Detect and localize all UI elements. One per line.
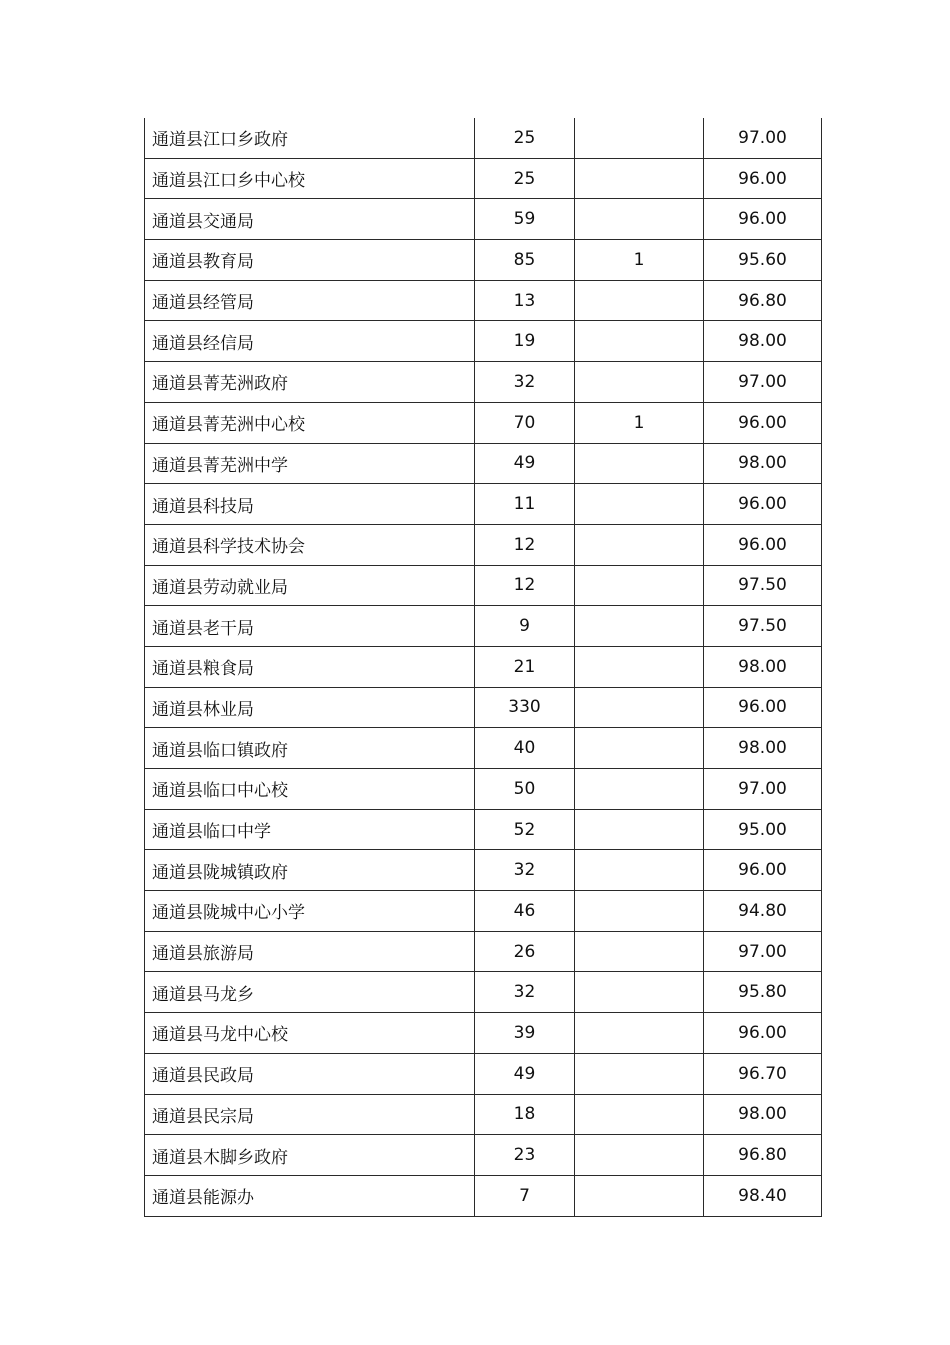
count-cell: 23 <box>475 1135 575 1176</box>
unit-name-cell: 通道县民政局 <box>145 1053 475 1094</box>
table-row <box>145 199 822 240</box>
unit-name-cell: 通道县民宗局 <box>145 1094 475 1135</box>
score-cell: 98.00 <box>704 321 822 362</box>
extra-cell <box>575 1013 704 1054</box>
score-cell: 98.00 <box>704 443 822 484</box>
unit-name-cell: 通道县粮食局 <box>145 646 475 687</box>
unit-name-cell: 通道县旅游局 <box>145 931 475 972</box>
count-cell: 25 <box>475 118 575 158</box>
score-cell: 97.00 <box>704 362 822 403</box>
table-row <box>145 565 822 606</box>
count-cell: 85 <box>475 240 575 281</box>
table-row <box>145 362 822 403</box>
table-row <box>145 524 822 565</box>
score-cell: 98.00 <box>704 728 822 769</box>
count-cell: 46 <box>475 891 575 932</box>
extra-cell <box>575 769 704 810</box>
extra-cell <box>575 687 704 728</box>
table-row <box>145 240 822 281</box>
score-cell: 96.00 <box>704 199 822 240</box>
unit-name-cell: 通道县马龙乡 <box>145 972 475 1013</box>
count-cell: 49 <box>475 443 575 484</box>
extra-cell <box>575 1175 704 1216</box>
unit-name-cell: 通道县菁芜洲政府 <box>145 362 475 403</box>
table-row <box>145 972 822 1013</box>
unit-name-cell: 通道县菁芜洲中学 <box>145 443 475 484</box>
score-cell: 96.00 <box>704 687 822 728</box>
table-row <box>145 443 822 484</box>
unit-name-cell: 通道县经管局 <box>145 280 475 321</box>
extra-cell <box>575 199 704 240</box>
extra-cell <box>575 972 704 1013</box>
score-cell: 96.80 <box>704 1135 822 1176</box>
extra-cell <box>575 891 704 932</box>
extra-cell <box>575 524 704 565</box>
table-row <box>145 687 822 728</box>
score-cell: 96.00 <box>704 850 822 891</box>
extra-cell <box>575 850 704 891</box>
count-cell: 26 <box>475 931 575 972</box>
extra-cell <box>575 606 704 647</box>
table-row <box>145 402 822 443</box>
extra-cell <box>575 1094 704 1135</box>
table-row <box>145 809 822 850</box>
score-cell: 96.00 <box>704 524 822 565</box>
table-row <box>145 891 822 932</box>
score-cell: 94.80 <box>704 891 822 932</box>
score-cell: 96.00 <box>704 484 822 525</box>
extra-cell <box>575 443 704 484</box>
table-row <box>145 850 822 891</box>
table-row <box>145 606 822 647</box>
unit-name-cell: 通道县科学技术协会 <box>145 524 475 565</box>
extra-cell <box>575 484 704 525</box>
unit-name-cell: 通道县木脚乡政府 <box>145 1135 475 1176</box>
score-cell: 97.50 <box>704 606 822 647</box>
extra-cell <box>575 1135 704 1176</box>
extra-cell <box>575 321 704 362</box>
unit-name-cell: 通道县劳动就业局 <box>145 565 475 606</box>
table-row <box>145 1175 822 1216</box>
score-cell: 98.00 <box>704 1094 822 1135</box>
table-row <box>145 484 822 525</box>
table-row <box>145 1013 822 1054</box>
table-row <box>145 321 822 362</box>
count-cell: 12 <box>475 565 575 606</box>
unit-name-cell: 通道县陇城中心小学 <box>145 891 475 932</box>
table-row <box>145 728 822 769</box>
unit-name-cell: 通道县能源办 <box>145 1175 475 1216</box>
count-cell: 39 <box>475 1013 575 1054</box>
count-cell: 50 <box>475 769 575 810</box>
score-cell: 96.00 <box>704 1013 822 1054</box>
score-cell: 96.00 <box>704 158 822 199</box>
score-cell: 96.80 <box>704 280 822 321</box>
data-table <box>144 118 822 1217</box>
count-cell: 59 <box>475 199 575 240</box>
count-cell: 49 <box>475 1053 575 1094</box>
unit-name-cell: 通道县教育局 <box>145 240 475 281</box>
unit-name-cell: 通道县临口中心校 <box>145 769 475 810</box>
unit-name-cell: 通道县马龙中心校 <box>145 1013 475 1054</box>
score-cell: 98.00 <box>704 646 822 687</box>
count-cell: 52 <box>475 809 575 850</box>
unit-name-cell: 通道县陇城镇政府 <box>145 850 475 891</box>
table-body <box>145 118 822 1216</box>
extra-cell <box>575 728 704 769</box>
unit-name-cell: 通道县林业局 <box>145 687 475 728</box>
extra-cell <box>575 1053 704 1094</box>
table-row <box>145 646 822 687</box>
table-row <box>145 1053 822 1094</box>
score-cell: 97.00 <box>704 118 822 158</box>
extra-cell <box>575 931 704 972</box>
table-row <box>145 931 822 972</box>
unit-name-cell: 通道县江口乡中心校 <box>145 158 475 199</box>
score-cell: 98.40 <box>704 1175 822 1216</box>
extra-cell <box>575 362 704 403</box>
count-cell: 21 <box>475 646 575 687</box>
count-cell: 32 <box>475 850 575 891</box>
score-cell: 97.00 <box>704 931 822 972</box>
count-cell: 40 <box>475 728 575 769</box>
unit-name-cell: 通道县经信局 <box>145 321 475 362</box>
unit-name-cell: 通道县老干局 <box>145 606 475 647</box>
table-row <box>145 280 822 321</box>
unit-name-cell: 通道县临口镇政府 <box>145 728 475 769</box>
extra-cell <box>575 118 704 158</box>
extra-cell <box>575 158 704 199</box>
extra-cell <box>575 809 704 850</box>
table-row <box>145 1094 822 1135</box>
count-cell: 19 <box>475 321 575 362</box>
extra-cell <box>575 280 704 321</box>
score-cell: 95.80 <box>704 972 822 1013</box>
count-cell: 11 <box>475 484 575 525</box>
unit-name-cell: 通道县菁芜洲中心校 <box>145 402 475 443</box>
count-cell: 25 <box>475 158 575 199</box>
table-row <box>145 158 822 199</box>
extra-cell: 1 <box>575 402 704 443</box>
count-cell: 18 <box>475 1094 575 1135</box>
count-cell: 32 <box>475 362 575 403</box>
count-cell: 330 <box>475 687 575 728</box>
table-row <box>145 1135 822 1176</box>
count-cell: 12 <box>475 524 575 565</box>
unit-name-cell: 通道县科技局 <box>145 484 475 525</box>
unit-name-cell: 通道县江口乡政府 <box>145 118 475 158</box>
score-cell: 96.70 <box>704 1053 822 1094</box>
count-cell: 7 <box>475 1175 575 1216</box>
table-row <box>145 118 822 158</box>
count-cell: 32 <box>475 972 575 1013</box>
count-cell: 9 <box>475 606 575 647</box>
extra-cell: 1 <box>575 240 704 281</box>
score-cell: 95.60 <box>704 240 822 281</box>
table-row <box>145 769 822 810</box>
extra-cell <box>575 646 704 687</box>
score-cell: 95.00 <box>704 809 822 850</box>
extra-cell <box>575 565 704 606</box>
unit-name-cell: 通道县交通局 <box>145 199 475 240</box>
score-cell: 97.50 <box>704 565 822 606</box>
score-cell: 97.00 <box>704 769 822 810</box>
score-cell: 96.00 <box>704 402 822 443</box>
count-cell: 70 <box>475 402 575 443</box>
unit-name-cell: 通道县临口中学 <box>145 809 475 850</box>
count-cell: 13 <box>475 280 575 321</box>
